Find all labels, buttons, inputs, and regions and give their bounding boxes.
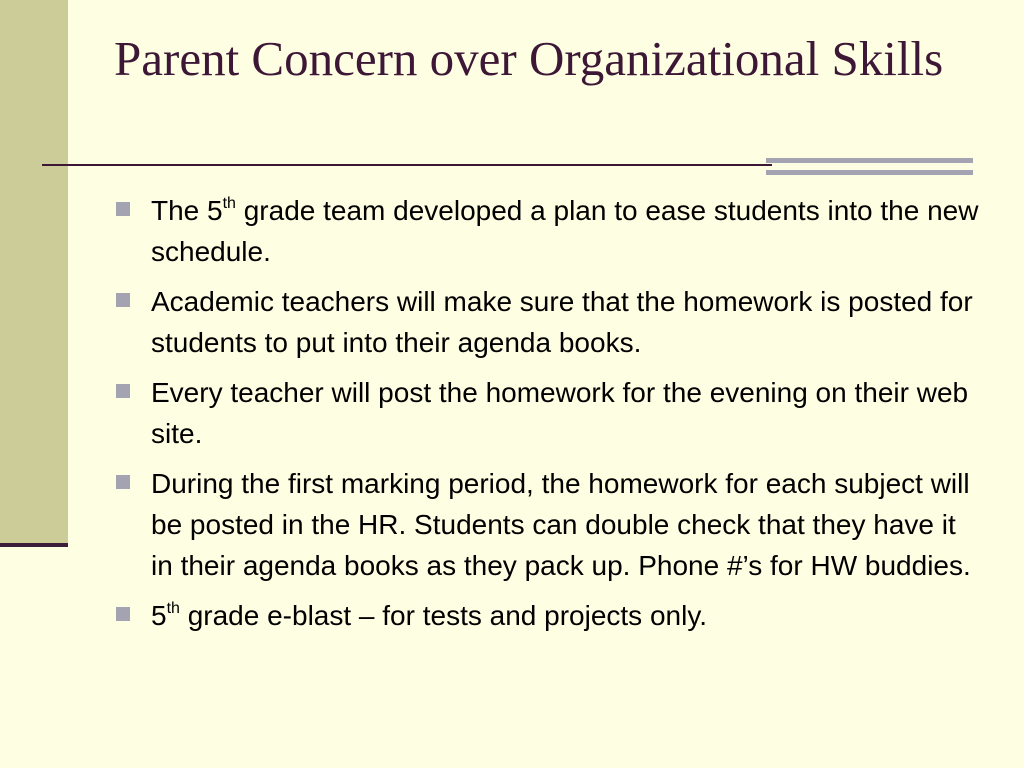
bullet-item-2	[112, 281, 982, 363]
bullet-superscript: th	[222, 194, 236, 212]
title-underline	[42, 164, 772, 166]
square-bullet-icon	[116, 607, 130, 621]
square-bullet-icon	[116, 202, 130, 216]
bullet-text-post: grade e-blast – for tests and projects only.	[179, 600, 708, 631]
bullet-item-1	[112, 190, 982, 272]
left-decorative-band	[0, 0, 68, 545]
title-rule-accent	[766, 158, 973, 178]
square-bullet-icon	[116, 384, 130, 398]
bullet-item-3	[112, 372, 982, 454]
bullet-item-5	[112, 595, 982, 636]
bullet-list	[112, 190, 982, 645]
slide-title: Parent Concern over Organizational Skills	[114, 31, 944, 86]
left-accent-line	[0, 543, 68, 547]
bullet-text: Every teacher will post the homework for the evening on their web site.	[151, 377, 969, 449]
bullet-superscript: th	[166, 599, 180, 617]
bullet-text-post: grade team developed a plan to ease students into the new schedule.	[151, 195, 979, 267]
bullet-text-pre: 5	[151, 600, 167, 631]
bullet-text: During the first marking period, the homework for each subject will be posted in the HR. Students can double check that they have it in their agenda books as they pack up. Phone #’s for HW buddies.	[151, 468, 971, 581]
bullet-text-pre: The 5	[151, 195, 223, 226]
square-bullet-icon	[116, 293, 130, 307]
bullet-text: Academic teachers will make sure that the homework is posted for students to put into their agenda books.	[151, 286, 973, 358]
bullet-item-4	[112, 463, 982, 586]
square-bullet-icon	[116, 475, 130, 489]
accent-bar-top	[766, 158, 973, 163]
accent-bar-bottom	[766, 170, 973, 175]
